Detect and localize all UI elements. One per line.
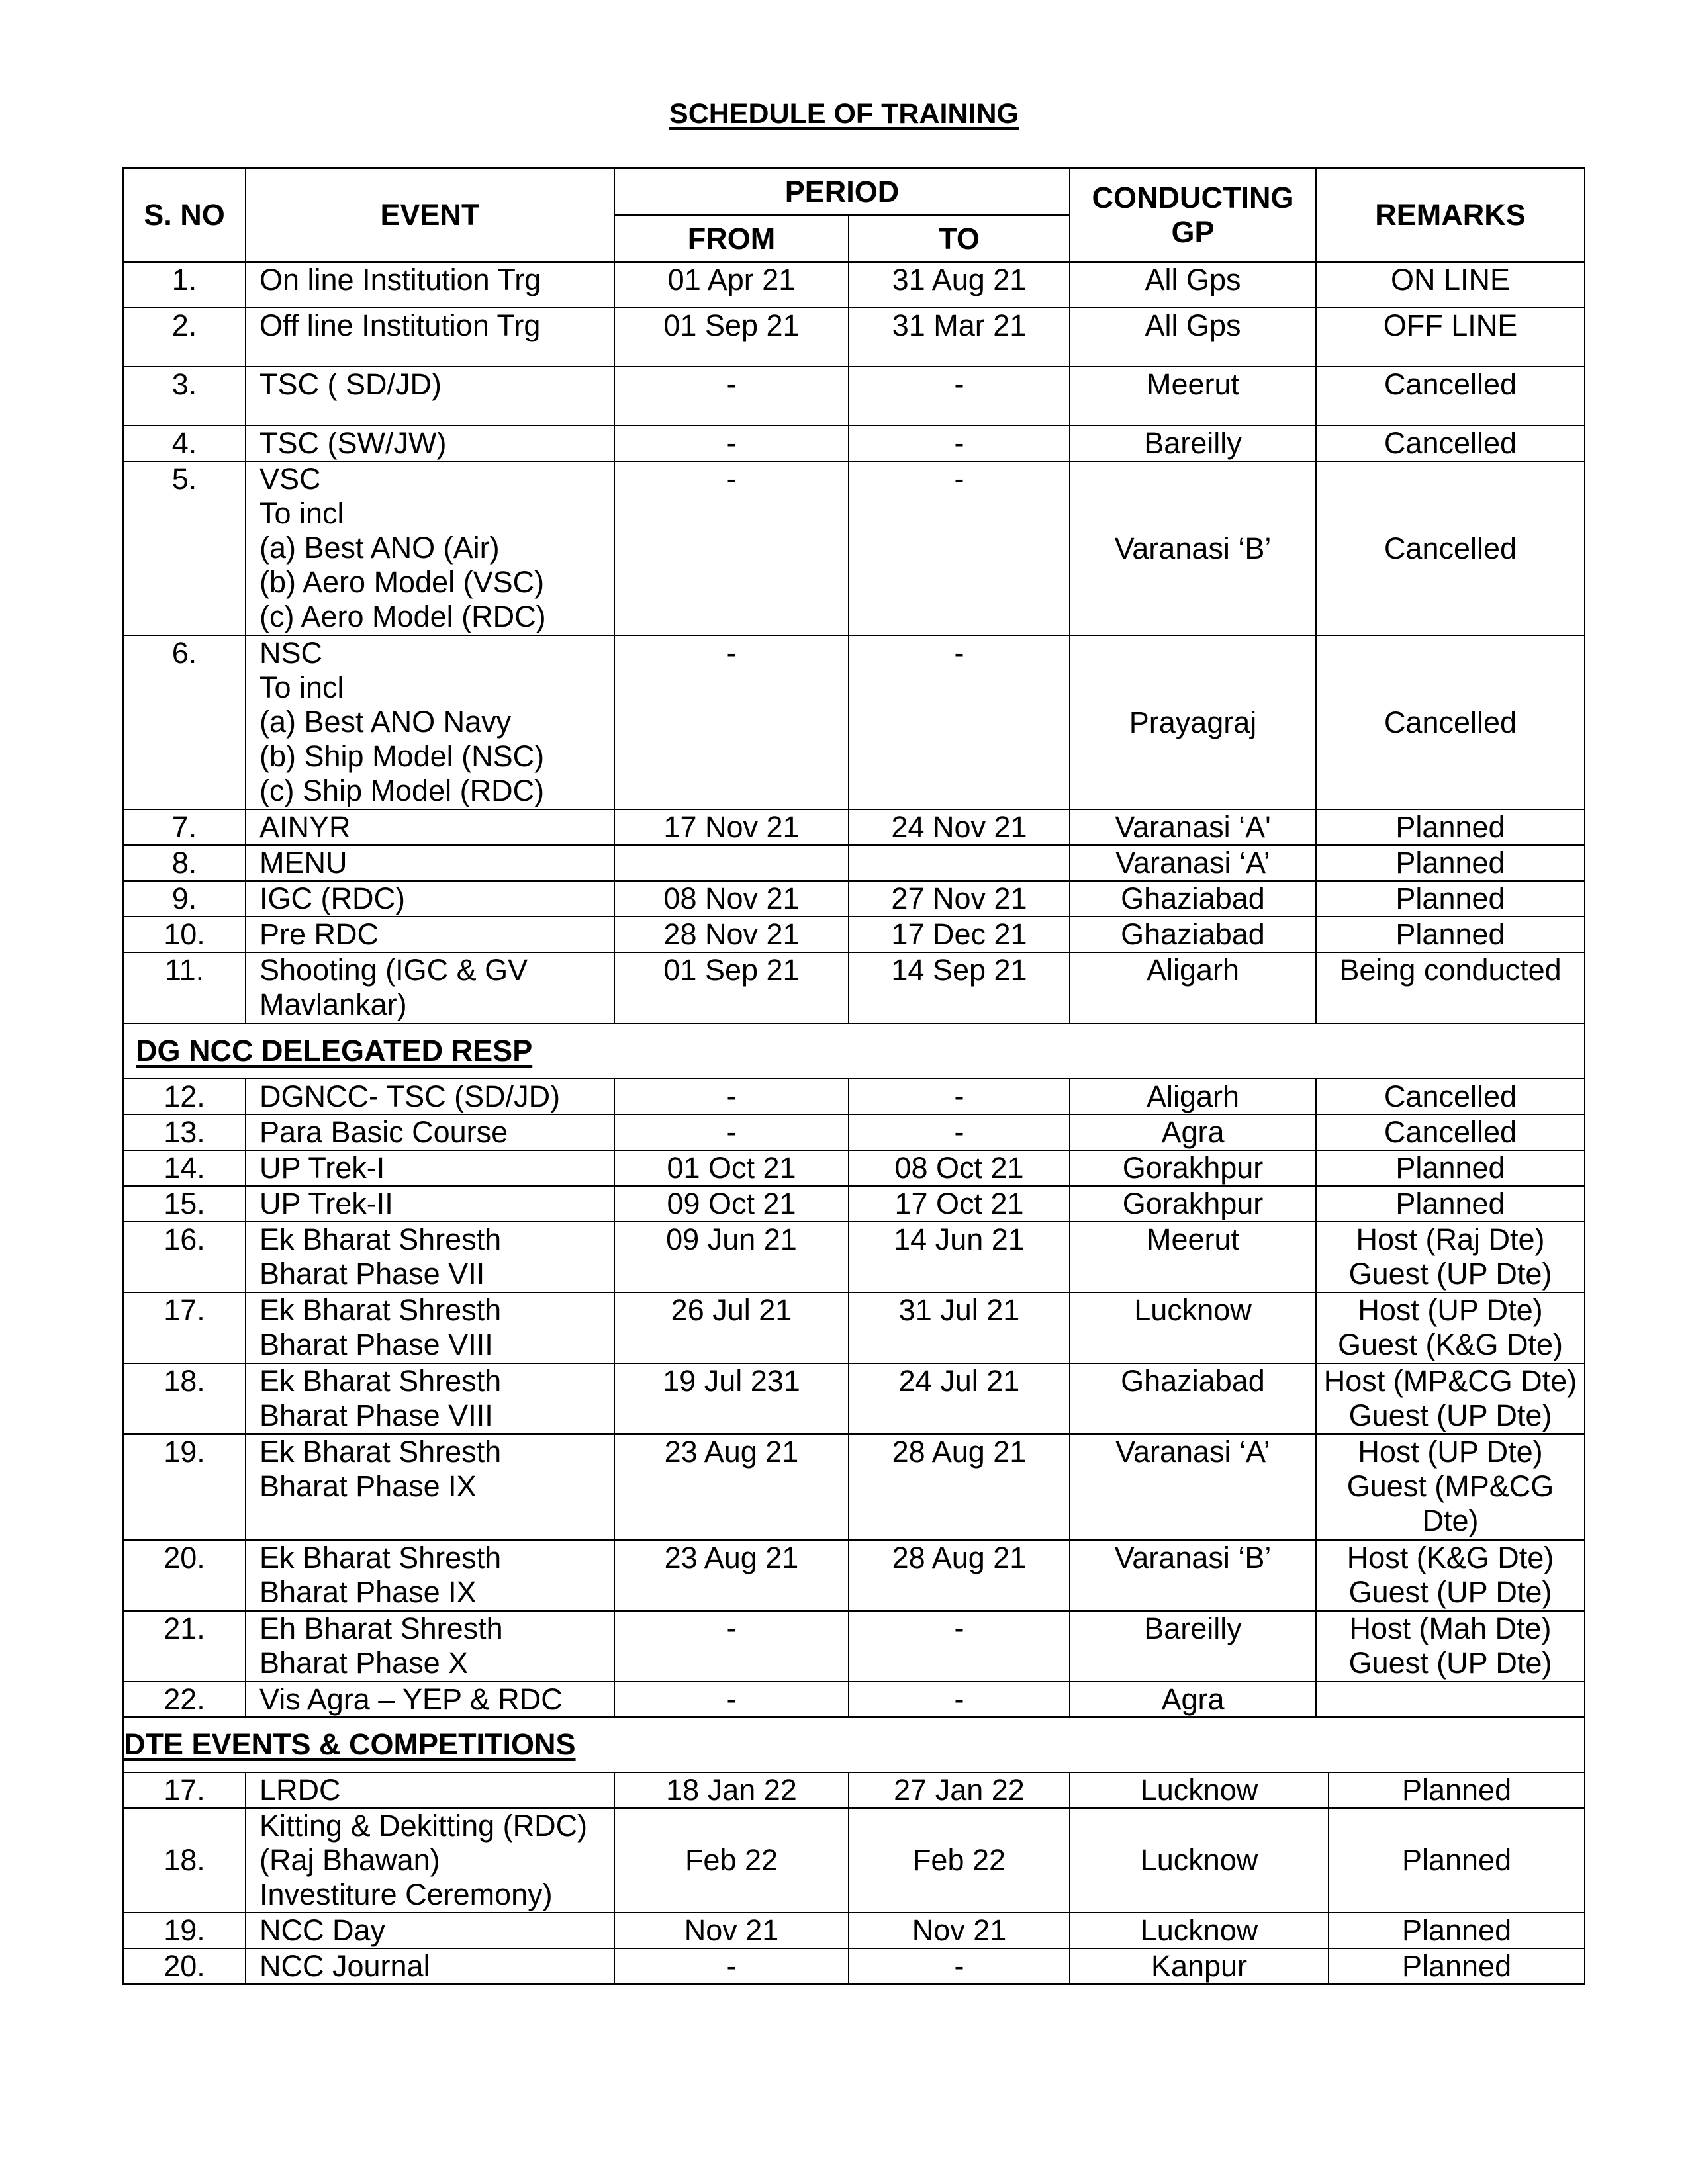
event-cell: NCC Day (246, 1913, 614, 1948)
to-cell: 28 Aug 21 (849, 1540, 1070, 1611)
event-cell: UP Trek-II (246, 1186, 614, 1222)
header-conducting: CONDUCTING GP (1070, 168, 1316, 262)
event-cell-line: Ek Bharat Shresth (259, 1541, 502, 1574)
table-row (123, 1186, 1585, 1222)
event-cell: MENU (246, 845, 614, 881)
table-row (123, 308, 1585, 367)
table-row (123, 809, 1585, 845)
from-cell: 17 Nov 21 (614, 809, 849, 845)
remarks-cell: Cancelled (1316, 426, 1585, 461)
to-cell: - (849, 635, 1070, 809)
conducting-gp-cell: Varanasi ‘A' (1070, 809, 1316, 845)
remarks-cell: Planned (1329, 1772, 1585, 1808)
from-cell: 01 Sep 21 (614, 952, 849, 1023)
table-row (123, 461, 1585, 635)
to-cell: 27 Nov 21 (849, 881, 1070, 917)
from-cell (614, 845, 849, 881)
event-cell-line: Bharat Phase IX (259, 1469, 477, 1503)
remarks-cell: Planned (1329, 1913, 1585, 1948)
section-a-rows (123, 262, 1585, 1023)
from-cell: - (614, 461, 849, 635)
remarks-cell (1316, 1540, 1585, 1611)
event-cell-line: Mavlankar) (259, 987, 407, 1021)
sno-cell: 20. (123, 1540, 246, 1611)
table-row (123, 1434, 1585, 1540)
conducting-gp-cell: Gorakhpur (1070, 1186, 1316, 1222)
table-row (123, 1913, 1585, 1948)
table-row (123, 1540, 1585, 1611)
conducting-gp-cell: Aligarh (1070, 952, 1316, 1023)
remarks-cell: OFF LINE (1316, 308, 1585, 367)
to-cell: 14 Sep 21 (849, 952, 1070, 1023)
section-heading-dg-ncc: DG NCC DELEGATED RESP (123, 1023, 1585, 1079)
to-cell: - (849, 1611, 1070, 1682)
conducting-gp-cell: Aligarh (1070, 1079, 1316, 1115)
event-cell (246, 1363, 614, 1434)
event-cell-line: Bharat Phase VIII (259, 1398, 493, 1432)
header-to: TO (849, 215, 1070, 262)
remarks-cell: Planned (1316, 809, 1585, 845)
remarks-cell-line: Host (Raj Dte) (1356, 1222, 1545, 1256)
event-cell (246, 1293, 614, 1363)
event-cell: UP Trek-I (246, 1150, 614, 1186)
table-row (123, 1150, 1585, 1186)
sno-cell: 17. (123, 1293, 246, 1363)
remarks-cell-line: Guest (UP Dte) (1348, 1575, 1552, 1609)
remarks-cell: Cancelled (1316, 367, 1585, 426)
from-cell: Nov 21 (614, 1913, 849, 1948)
event-cell (246, 461, 614, 635)
section-heading-dte-events: DTE EVENTS & COMPETITIONS (123, 1717, 1585, 1772)
remarks-cell-line: Guest (UP Dte) (1348, 1646, 1552, 1680)
from-cell: 18 Jan 22 (614, 1772, 849, 1808)
conducting-gp-cell: Varanasi ‘B’ (1070, 461, 1316, 635)
remarks-cell: Cancelled (1316, 635, 1585, 809)
event-cell (246, 1222, 614, 1293)
from-cell: 01 Oct 21 (614, 1150, 849, 1186)
event-cell-line: (Raj Bhawan) (259, 1843, 440, 1877)
conducting-gp-cell: Meerut (1070, 1222, 1316, 1293)
to-cell: - (849, 1115, 1070, 1150)
sno-cell: 6. (123, 635, 246, 809)
from-cell: - (614, 1948, 849, 1984)
from-cell: 01 Apr 21 (614, 262, 849, 308)
header-sno: S. NO (123, 168, 246, 262)
section-b-rows (123, 1079, 1585, 1717)
event-cell-line: (c) Aero Model (RDC) (259, 600, 546, 633)
event-cell (246, 1808, 614, 1913)
event-cell (246, 952, 614, 1023)
event-cell-line: (a) Best ANO Navy (259, 705, 512, 739)
table-row (123, 1079, 1585, 1115)
table-row (123, 262, 1585, 308)
sno-cell: 13. (123, 1115, 246, 1150)
event-cell-line: (b) Ship Model (NSC) (259, 739, 545, 773)
event-cell (246, 1434, 614, 1540)
event-cell-line: Kitting & Dekitting (RDC) (259, 1809, 588, 1843)
page-title: SCHEDULE OF TRAINING (669, 98, 1019, 130)
sno-cell: 7. (123, 809, 246, 845)
event-cell-line: NSC (259, 636, 323, 670)
from-cell: - (614, 1079, 849, 1115)
from-cell: 26 Jul 21 (614, 1293, 849, 1363)
remarks-cell: Planned (1329, 1808, 1585, 1913)
sno-cell: 15. (123, 1186, 246, 1222)
remarks-cell (1316, 1611, 1585, 1682)
to-cell: Feb 22 (849, 1808, 1070, 1913)
event-cell (246, 1540, 614, 1611)
remarks-cell: Planned (1316, 845, 1585, 881)
sno-cell: 3. (123, 367, 246, 426)
to-cell: - (849, 367, 1070, 426)
event-cell-line: (a) Best ANO (Air) (259, 531, 500, 565)
remarks-cell-line: Host (K&G Dte) (1346, 1541, 1554, 1574)
conducting-gp-cell: All Gps (1070, 308, 1316, 367)
sno-cell: 1. (123, 262, 246, 308)
event-cell (246, 1611, 614, 1682)
remarks-cell-line: Host (Mah Dte) (1349, 1612, 1552, 1645)
to-cell: - (849, 1079, 1070, 1115)
sno-cell: 2. (123, 308, 246, 367)
sno-cell: 21. (123, 1611, 246, 1682)
to-cell: 08 Oct 21 (849, 1150, 1070, 1186)
table-row (123, 1808, 1585, 1913)
from-cell: 08 Nov 21 (614, 881, 849, 917)
conducting-gp-cell: Lucknow (1070, 1913, 1329, 1948)
from-cell: 19 Jul 231 (614, 1363, 849, 1434)
table-row (123, 881, 1585, 917)
remarks-cell (1316, 1222, 1585, 1293)
conducting-gp-cell: Ghaziabad (1070, 881, 1316, 917)
event-cell-line: (b) Aero Model (VSC) (259, 565, 545, 599)
sno-cell: 11. (123, 952, 246, 1023)
event-cell-line: Shooting (IGC & GV (259, 953, 528, 987)
table-row (123, 1363, 1585, 1434)
remarks-cell: Planned (1316, 917, 1585, 952)
to-cell: 28 Aug 21 (849, 1434, 1070, 1540)
event-cell-line: Bharat Phase X (259, 1646, 469, 1680)
remarks-cell: Being conducted (1316, 952, 1585, 1023)
sno-cell: 18. (123, 1363, 246, 1434)
event-cell: Para Basic Course (246, 1115, 614, 1150)
sno-cell: 5. (123, 461, 246, 635)
from-cell: - (614, 426, 849, 461)
conducting-gp-cell: Meerut (1070, 367, 1316, 426)
event-cell: Off line Institution Trg (246, 308, 614, 367)
from-cell: Feb 22 (614, 1808, 849, 1913)
to-cell: Nov 21 (849, 1913, 1070, 1948)
remarks-cell (1316, 1434, 1585, 1540)
event-cell-line: Investiture Ceremony) (259, 1878, 553, 1911)
conducting-gp-cell: Bareilly (1070, 426, 1316, 461)
remarks-cell: Planned (1316, 881, 1585, 917)
remarks-cell (1316, 1363, 1585, 1434)
event-cell-line: Bharat Phase IX (259, 1575, 477, 1609)
from-cell: - (614, 635, 849, 809)
to-cell: 17 Dec 21 (849, 917, 1070, 952)
conducting-gp-cell: Lucknow (1070, 1293, 1316, 1363)
event-cell-line: Ek Bharat Shresth (259, 1364, 502, 1398)
conducting-gp-cell: All Gps (1070, 262, 1316, 308)
sno-cell: 19. (123, 1434, 246, 1540)
event-cell: On line Institution Trg (246, 262, 614, 308)
conducting-gp-cell: Bareilly (1070, 1611, 1316, 1682)
to-cell: 31 Mar 21 (849, 308, 1070, 367)
table-row (123, 952, 1585, 1023)
remarks-cell-line: Guest (K&G Dte) (1337, 1328, 1564, 1361)
to-cell: 31 Aug 21 (849, 262, 1070, 308)
sno-cell: 22. (123, 1682, 246, 1717)
from-cell: - (614, 1682, 849, 1717)
event-cell-line: (c) Ship Model (RDC) (259, 774, 545, 807)
to-cell: - (849, 426, 1070, 461)
to-cell: 27 Jan 22 (849, 1772, 1070, 1808)
table-row (123, 1293, 1585, 1363)
event-cell: Vis Agra – YEP & RDC (246, 1682, 614, 1717)
from-cell: 23 Aug 21 (614, 1434, 849, 1540)
to-cell: - (849, 1948, 1070, 1984)
sno-cell: 4. (123, 426, 246, 461)
sno-cell: 17. (123, 1772, 246, 1808)
to-cell: - (849, 461, 1070, 635)
conducting-gp-cell: Agra (1070, 1682, 1316, 1717)
dte-events-table (122, 1716, 1585, 1985)
remarks-cell: Cancelled (1316, 1115, 1585, 1150)
from-cell: - (614, 1115, 849, 1150)
remarks-cell: Planned (1329, 1948, 1585, 1984)
conducting-gp-cell: Ghaziabad (1070, 917, 1316, 952)
sno-cell: 20. (123, 1948, 246, 1984)
table-row (123, 367, 1585, 426)
remarks-cell: Cancelled (1316, 461, 1585, 635)
from-cell: 09 Oct 21 (614, 1186, 849, 1222)
conducting-gp-cell: Varanasi ‘B’ (1070, 1540, 1316, 1611)
event-cell: LRDC (246, 1772, 614, 1808)
table-row (123, 1772, 1585, 1808)
remarks-cell-line: Guest (UP Dte) (1348, 1257, 1552, 1291)
remarks-cell: Cancelled (1316, 1079, 1585, 1115)
event-cell: Pre RDC (246, 917, 614, 952)
remarks-cell (1316, 1682, 1585, 1717)
from-cell: - (614, 367, 849, 426)
event-cell-line: To incl (259, 496, 344, 530)
conducting-gp-cell: Gorakhpur (1070, 1150, 1316, 1186)
header-event: EVENT (246, 168, 614, 262)
event-cell: TSC ( SD/JD) (246, 367, 614, 426)
conducting-gp-cell: Ghaziabad (1070, 1363, 1316, 1434)
from-cell: 09 Jun 21 (614, 1222, 849, 1293)
remarks-cell-line: Host (UP Dte) (1358, 1293, 1543, 1327)
sno-cell: 9. (123, 881, 246, 917)
remarks-cell-line: Host (UP Dte) (1358, 1435, 1543, 1469)
conducting-gp-cell: Lucknow (1070, 1808, 1329, 1913)
table-row (123, 845, 1585, 881)
remarks-cell-line: Dte) (1422, 1504, 1479, 1537)
conducting-gp-cell: Agra (1070, 1115, 1316, 1150)
event-cell-line: Ek Bharat Shresth (259, 1435, 502, 1469)
sno-cell: 12. (123, 1079, 246, 1115)
sno-cell: 8. (123, 845, 246, 881)
event-cell (246, 635, 614, 809)
to-cell: 14 Jun 21 (849, 1222, 1070, 1293)
remarks-cell: ON LINE (1316, 262, 1585, 308)
conducting-gp-cell: Lucknow (1070, 1772, 1329, 1808)
table-row (123, 1948, 1585, 1984)
schedule-table (122, 167, 1585, 1718)
section-c-rows (123, 1772, 1585, 1984)
remarks-cell: Planned (1316, 1150, 1585, 1186)
table-row (123, 1682, 1585, 1717)
sno-cell: 10. (123, 917, 246, 952)
to-cell: 17 Oct 21 (849, 1186, 1070, 1222)
event-cell-line: VSC (259, 462, 321, 496)
header-from: FROM (614, 215, 849, 262)
sno-cell: 14. (123, 1150, 246, 1186)
header-period: PERIOD (614, 168, 1070, 215)
event-cell-line: Ek Bharat Shresth (259, 1222, 502, 1256)
to-cell: 24 Jul 21 (849, 1363, 1070, 1434)
event-cell-line: Bharat Phase VII (259, 1257, 485, 1291)
header-remarks: REMARKS (1316, 168, 1585, 262)
sno-cell: 16. (123, 1222, 246, 1293)
remarks-cell-line: Host (MP&CG Dte) (1323, 1364, 1577, 1398)
from-cell: - (614, 1611, 849, 1682)
event-cell: IGC (RDC) (246, 881, 614, 917)
event-cell: DGNCC- TSC (SD/JD) (246, 1079, 614, 1115)
event-cell-line: To incl (259, 670, 344, 704)
event-cell-line: Bharat Phase VIII (259, 1328, 493, 1361)
conducting-gp-cell: Kanpur (1070, 1948, 1329, 1984)
conducting-gp-cell: Prayagraj (1070, 635, 1316, 809)
conducting-gp-cell: Varanasi ‘A’ (1070, 845, 1316, 881)
event-cell: AINYR (246, 809, 614, 845)
remarks-cell-line: Guest (MP&CG (1346, 1469, 1554, 1503)
event-cell: NCC Journal (246, 1948, 614, 1984)
table-row (123, 1222, 1585, 1293)
remarks-cell-line: Guest (UP Dte) (1348, 1398, 1552, 1432)
table-row (123, 635, 1585, 809)
from-cell: 01 Sep 21 (614, 308, 849, 367)
sno-cell: 19. (123, 1913, 246, 1948)
event-cell-line: Eh Bharat Shresth (259, 1612, 503, 1645)
to-cell: 24 Nov 21 (849, 809, 1070, 845)
from-cell: 23 Aug 21 (614, 1540, 849, 1611)
remarks-cell (1316, 1293, 1585, 1363)
event-cell: TSC (SW/JW) (246, 426, 614, 461)
table-row (123, 1115, 1585, 1150)
remarks-cell: Planned (1316, 1186, 1585, 1222)
to-cell (849, 845, 1070, 881)
from-cell: 28 Nov 21 (614, 917, 849, 952)
event-cell-line: Ek Bharat Shresth (259, 1293, 502, 1327)
table-row (123, 917, 1585, 952)
table-row (123, 426, 1585, 461)
sno-cell: 18. (123, 1808, 246, 1913)
table-row (123, 1611, 1585, 1682)
to-cell: - (849, 1682, 1070, 1717)
conducting-gp-cell: Varanasi ‘A’ (1070, 1434, 1316, 1540)
to-cell: 31 Jul 21 (849, 1293, 1070, 1363)
